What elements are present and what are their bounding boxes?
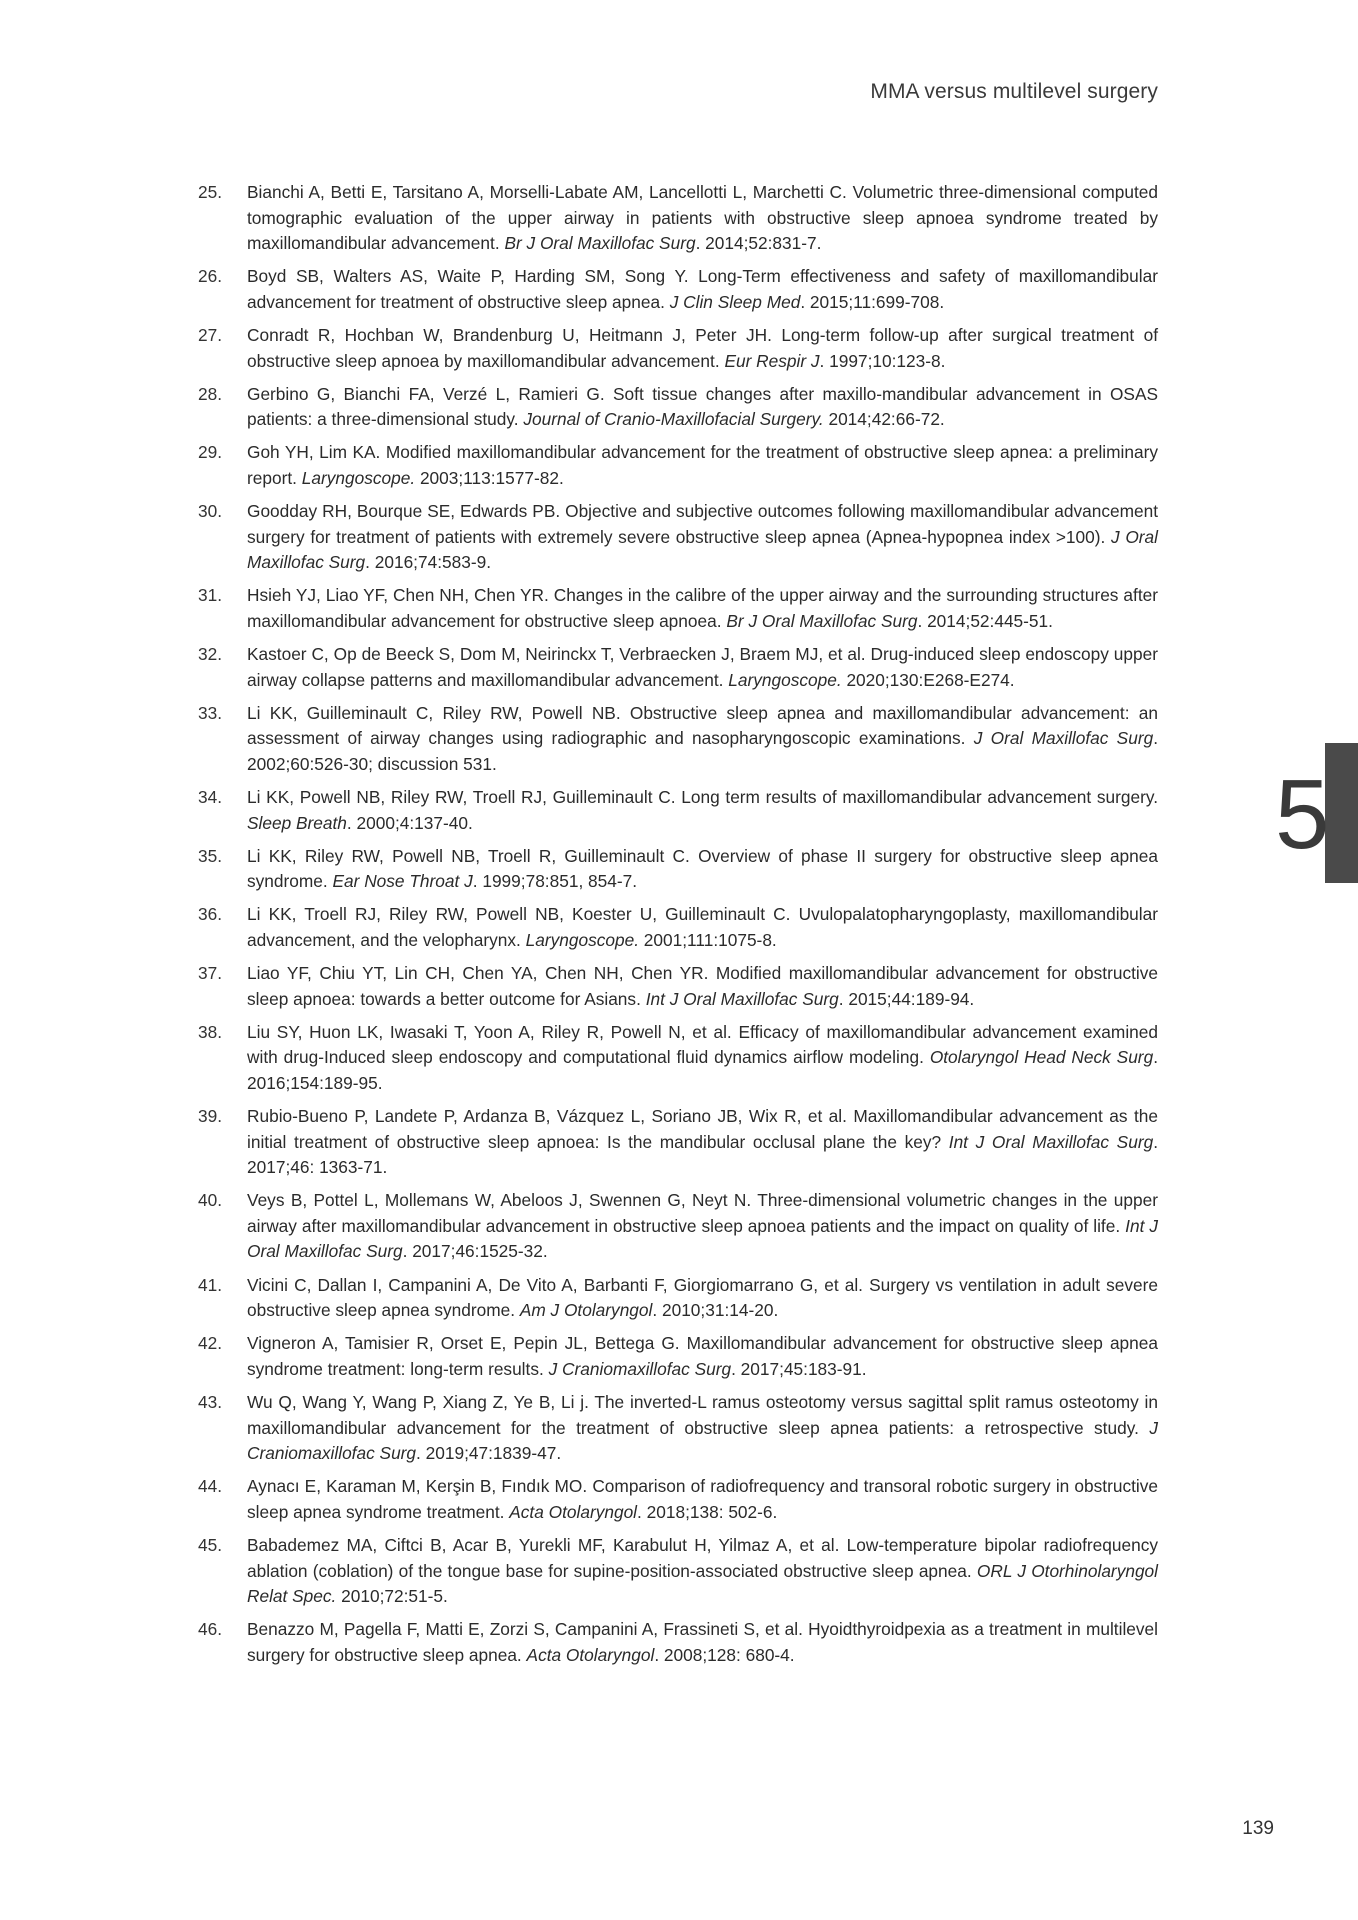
- reference-item: [198, 1188, 1158, 1265]
- reference-item: [198, 440, 1158, 491]
- reference-text: [247, 1273, 1158, 1324]
- reference-journal: J Oral Maxillofac Surg: [973, 728, 1154, 749]
- reference-item: [198, 323, 1158, 374]
- reference-text: [247, 1533, 1158, 1610]
- reference-item: [198, 1617, 1158, 1668]
- reference-citation: . 2017;46: 1363-71.: [247, 1131, 1158, 1178]
- reference-body: Kastoer C, Op de Beeck S, Dom M, Neirinckx T, Verbraecken J, Braem MJ, et al. Drug-induced sleep endoscopy upper airway collapse patterns and maxillomandibular advancement.: [247, 644, 1158, 690]
- reference-number: 43.: [198, 1391, 223, 1412]
- reference-item: [198, 499, 1158, 576]
- reference-number: 41.: [198, 1274, 223, 1295]
- reference-journal: Int J Oral Maxillofac Surg: [645, 988, 839, 1009]
- reference-number: 35.: [198, 845, 223, 866]
- reference-number: 32.: [198, 644, 223, 664]
- reference-text: [247, 264, 1158, 315]
- reference-item: [198, 844, 1158, 895]
- reference-citation: . 2015;44:189-94.: [838, 988, 975, 1009]
- reference-body: Aynacı E, Karaman M, Kerşin B, Fındık MO. Comparison of radiofrequency and transoral robotic surgery in obstructive sleep apnea syndrome treatment.: [247, 1476, 1158, 1522]
- reference-number: 25.: [198, 182, 223, 202]
- reference-item: [198, 902, 1158, 953]
- reference-number: 40.: [198, 1190, 223, 1211]
- reference-body: Liao YF, Chiu YT, Lin CH, Chen YA, Chen NH, Chen YR. Modified maxillomandibular advancement for obstructive sleep apnoea: towards a better outcome for Asians.: [247, 963, 1158, 1009]
- reference-citation: . 2016;154:189-95.: [247, 1047, 1158, 1093]
- reference-item: [198, 180, 1158, 257]
- reference-journal: Acta Otolaryngol: [509, 1501, 638, 1522]
- reference-text: [247, 1474, 1158, 1525]
- reference-citation: . 2014;52:445-51.: [917, 610, 1053, 631]
- reference-body: Boyd SB, Walters AS, Waite P, Harding SM, Song Y. Long-Term effectiveness and safety of maxillomandibular advancement for treatment of obstructive sleep apnea.: [247, 266, 1158, 312]
- reference-journal: Ear Nose Throat J: [332, 871, 473, 892]
- reference-item: [198, 961, 1158, 1012]
- reference-item: [198, 583, 1158, 634]
- reference-citation: . 2017;46:1525-32.: [402, 1241, 548, 1262]
- reference-number: 28.: [198, 383, 223, 404]
- reference-text: [247, 961, 1158, 1012]
- reference-text: [247, 440, 1158, 491]
- reference-citation: 2020;130:E268-E274.: [841, 669, 1015, 690]
- reference-body: Bianchi A, Betti E, Tarsitano A, Morselli-Labate AM, Lancellotti L, Marchetti C. Volumetric three-dimensional computed tomographic evaluation of the upper airway in patients with obstructive sleep apnoea syndrome treated by maxillomandibular advancement.: [247, 182, 1158, 254]
- reference-text: [247, 499, 1158, 576]
- reference-body: Li KK, Guilleminault C, Riley RW, Powell NB. Obstructive sleep apnea and maxillomandibular advancement: an assessment of airway changes using radiographic and nasopharyngoscopic examinations.: [247, 702, 1158, 749]
- reference-citation: . 2010;31:14-20.: [652, 1300, 779, 1321]
- reference-journal: J Oral Maxillofac Surg: [247, 526, 1158, 573]
- reference-citation: . 1999;78:851, 854-7.: [472, 871, 638, 892]
- reference-text: [247, 642, 1158, 693]
- reference-body: Goh YH, Lim KA. Modified maxillomandibular advancement for the treatment of obstructive sleep apnea: a preliminary report.: [247, 442, 1158, 488]
- reference-number: 37.: [198, 963, 223, 984]
- reference-body: Liu SY, Huon LK, Iwasaki T, Yoon A, Riley R, Powell N, et al. Efficacy of maxillomandibular advancement examined with drug-Induced sleep endoscopy and computational fluid dynamics airflow modeling.: [247, 1021, 1158, 1068]
- reference-body: Benazzo M, Pagella F, Matti E, Zorzi S, Campanini A, Frassineti S, et al. Hyoidthyroidpexia as a treatment in multilevel surgery for obstructive sleep apnea.: [247, 1619, 1158, 1665]
- reference-text: [247, 583, 1158, 634]
- reference-journal: J Craniomaxillofac Surg: [548, 1358, 732, 1379]
- reference-number: 30.: [198, 501, 223, 522]
- reference-body: Wu Q, Wang Y, Wang P, Xiang Z, Ye B, Li j. The inverted-L ramus osteotomy versus sagittal split ramus osteotomy in maxillomandibular advancement for the treatment of obstructive sleep apnea patients: a retrospective study.: [247, 1391, 1158, 1438]
- reference-item: [198, 382, 1158, 433]
- reference-journal: Sleep Breath: [247, 812, 347, 833]
- reference-journal: Br J Oral Maxillofac Surg: [504, 233, 696, 254]
- reference-citation: . 2014;52:831-7.: [695, 233, 822, 254]
- reference-item: [198, 642, 1158, 693]
- reference-journal: Acta Otolaryngol: [526, 1644, 655, 1665]
- page-number: 139: [1242, 1818, 1274, 1839]
- reference-item: [198, 1390, 1158, 1467]
- reference-text: [247, 785, 1158, 836]
- reference-journal: Journal of Cranio-Maxillofacial Surgery.: [523, 409, 824, 430]
- reference-body: Veys B, Pottel L, Mollemans W, Abeloos J, Swennen G, Neyt N. Three-dimensional volumetric changes in the upper airway after maxillomandibular advancement in obstructive sleep apnoea patients and the impact on quality of life.: [247, 1190, 1158, 1236]
- reference-journal: Am J Otolaryngol: [519, 1300, 653, 1321]
- reference-journal: Eur Respir J: [724, 350, 820, 371]
- reference-citation: . 2019;47:1839-47.: [416, 1443, 562, 1464]
- reference-journal: Int J Oral Maxillofac Surg: [247, 1215, 1159, 1262]
- reference-number: 36.: [198, 904, 223, 925]
- reference-body: Vigneron A, Tamisier R, Orset E, Pepin JL, Bettega G. Maxillomandibular advancement for obstructive sleep apnea syndrome treatment: long-term results.: [247, 1333, 1158, 1379]
- reference-text: [247, 180, 1158, 257]
- reference-citation: . 2018;138: 502-6.: [637, 1501, 778, 1522]
- reference-text: [247, 1331, 1158, 1382]
- reference-number: 26.: [198, 266, 223, 287]
- reference-number: 44.: [198, 1476, 223, 1497]
- reference-list: [198, 180, 1158, 1676]
- reference-journal: Laryngoscope.: [728, 669, 842, 690]
- reference-text: [247, 1104, 1158, 1181]
- reference-text: [247, 1390, 1158, 1467]
- reference-text: [247, 902, 1158, 953]
- chapter-number: 5: [1275, 759, 1330, 869]
- reference-body: Rubio-Bueno P, Landete P, Ardanza B, Vázquez L, Soriano JB, Wix R, et al. Maxillomandibular advancement as the initial treatment of obstructive sleep apnoea: Is the mandibular occlusal plane the key?: [247, 1106, 1158, 1152]
- reference-item: [198, 701, 1158, 778]
- reference-text: [247, 1617, 1158, 1668]
- reference-citation: . 2017;45:183-91.: [731, 1358, 867, 1379]
- reference-item: [198, 264, 1158, 315]
- reference-item: [198, 785, 1158, 836]
- reference-citation: . 2016;74:583-9.: [365, 552, 492, 573]
- reference-number: 42.: [198, 1333, 223, 1354]
- reference-number: 38.: [198, 1021, 223, 1042]
- reference-body: Vicini C, Dallan I, Campanini A, De Vito A, Barbanti F, Giorgiomarrano G, et al. Surgery vs ventilation in adult severe obstructive sleep apnea syndrome.: [247, 1274, 1158, 1321]
- reference-number: 31.: [198, 585, 223, 606]
- reference-journal: Laryngoscope.: [525, 929, 639, 950]
- reference-journal: Otolaryngol Head Neck Surg: [929, 1047, 1154, 1068]
- reference-citation: 2010;72:51-5.: [336, 1586, 448, 1607]
- chapter-tab: [1325, 743, 1358, 883]
- reference-body: Li KK, Powell NB, Riley RW, Troell RJ, Guilleminault C. Long term results of maxillomandibular advancement surgery.: [247, 786, 1158, 807]
- reference-citation: 2014;42:66-72.: [823, 409, 945, 430]
- reference-body: Gerbino G, Bianchi FA, Verzé L, Ramieri G. Soft tissue changes after maxillo-mandibular advancement in OSAS patients: a three-dimensional study.: [247, 383, 1158, 430]
- reference-number: 33.: [198, 702, 223, 723]
- reference-item: [198, 1331, 1158, 1382]
- reference-body: Li KK, Troell RJ, Riley RW, Powell NB, Koester U, Guilleminault C. Uvulopalatopharyngoplasty, maxillomandibular advancement, and the velopharynx.: [247, 904, 1158, 950]
- reference-journal: Int J Oral Maxillofac Surg: [948, 1131, 1154, 1152]
- reference-citation: . 2000;4:137-40.: [346, 812, 473, 833]
- reference-number: 46.: [198, 1619, 223, 1640]
- reference-citation: 2003;113:1577-82.: [415, 467, 564, 488]
- reference-journal: J Clin Sleep Med: [669, 291, 801, 312]
- reference-item: [198, 1020, 1158, 1097]
- reference-citation: . 1997;10:123-8.: [819, 350, 946, 371]
- reference-body: Conradt R, Hochban W, Brandenburg U, Heitmann J, Peter JH. Long-term follow-up after surgical treatment of obstructive sleep apnoea by maxillomandibular advancement.: [247, 324, 1158, 371]
- reference-body: Babademez MA, Ciftci B, Acar B, Yurekli MF, Karabulut H, Yilmaz A, et al. Low-temperature bipolar radiofrequency ablation (coblation) of the tongue base for supine-position-associated obstructive sleep apnea.: [247, 1534, 1158, 1581]
- reference-journal: ORL J Otorhinolaryngol Relat Spec.: [247, 1560, 1159, 1607]
- reference-citation: . 2002;60:526-30; discussion 531.: [247, 728, 1158, 774]
- reference-citation: . 2015;11:699-708.: [800, 291, 945, 312]
- reference-body: Li KK, Riley RW, Powell NB, Troell R, Guilleminault C. Overview of phase II surgery for obstructive sleep apnea syndrome.: [247, 845, 1158, 892]
- reference-body: Hsieh YJ, Liao YF, Chen NH, Chen YR. Changes in the calibre of the upper airway and the surrounding structures after maxillomandibular advancement for obstructive sleep apnoea.: [247, 585, 1158, 631]
- reference-number: 27.: [198, 324, 223, 345]
- reference-item: [198, 1104, 1158, 1181]
- reference-text: [247, 844, 1158, 895]
- reference-body: Goodday RH, Bourque SE, Edwards PB. Objective and subjective outcomes following maxillomandibular advancement surgery for treatment of patients with extremely severe obstructive sleep apnea (Apnea-hypopnea index >100).: [247, 501, 1158, 547]
- reference-item: [198, 1533, 1158, 1610]
- reference-number: 45.: [198, 1534, 223, 1555]
- reference-text: [247, 323, 1158, 374]
- running-title: MMA versus multilevel surgery: [870, 80, 1158, 103]
- reference-text: [247, 382, 1158, 433]
- reference-item: [198, 1474, 1158, 1525]
- reference-number: 34.: [198, 786, 223, 807]
- reference-journal: Laryngoscope.: [301, 467, 416, 488]
- reference-text: [247, 1020, 1158, 1097]
- reference-number: 39.: [198, 1106, 223, 1126]
- reference-journal: J Craniomaxillofac Surg: [247, 1417, 1158, 1464]
- reference-number: 29.: [198, 442, 223, 463]
- reference-citation: 2001;111:1075-8.: [639, 929, 777, 950]
- reference-item: [198, 1273, 1158, 1324]
- reference-text: [247, 1188, 1158, 1265]
- reference-citation: . 2008;128: 680-4.: [654, 1644, 795, 1665]
- reference-text: [247, 701, 1158, 778]
- reference-journal: Br J Oral Maxillofac Surg: [726, 610, 918, 631]
